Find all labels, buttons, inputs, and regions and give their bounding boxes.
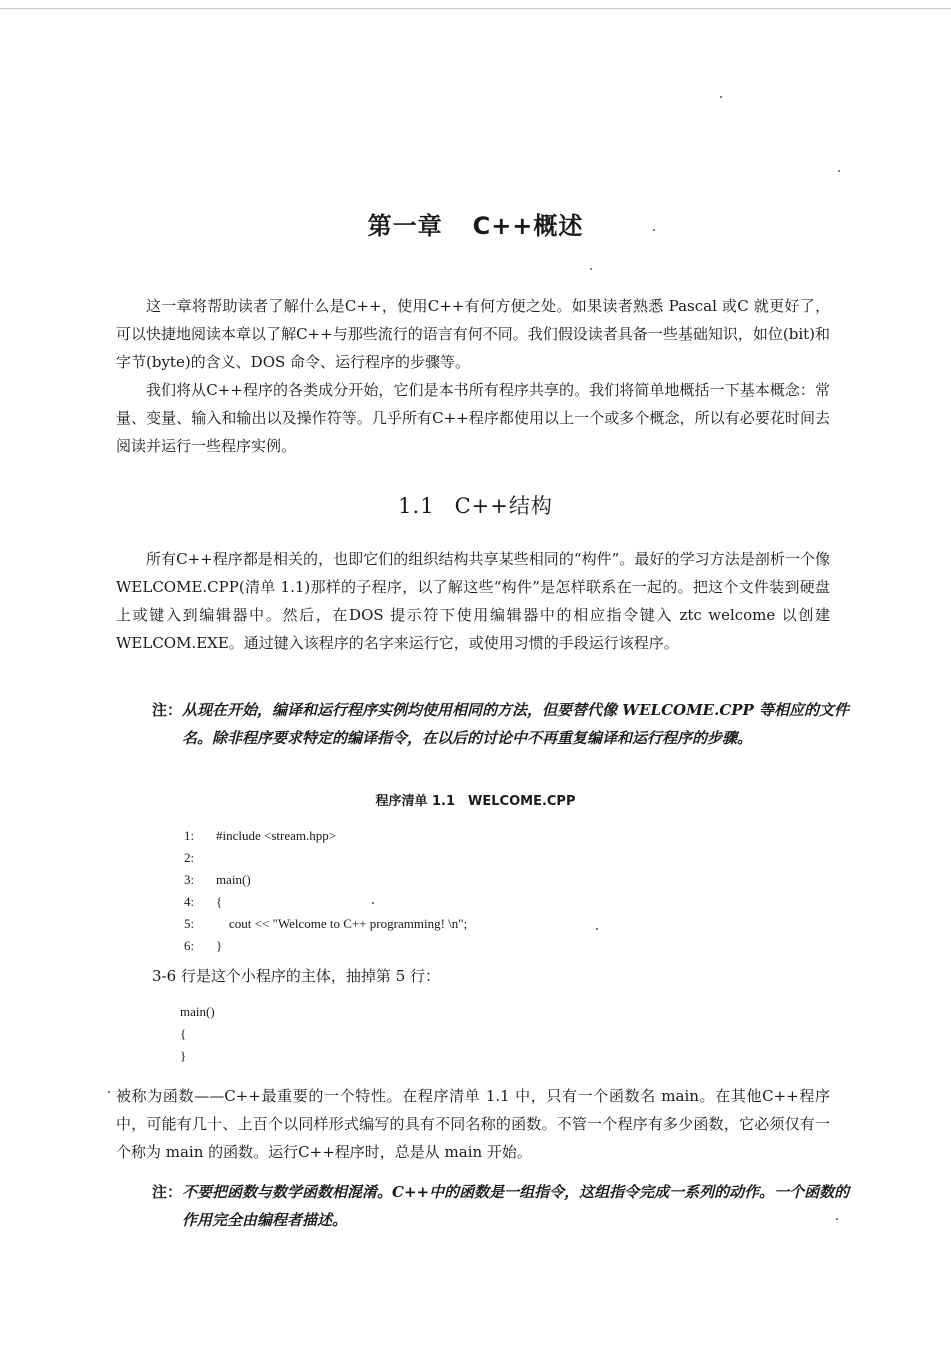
line-code: { <box>216 894 223 909</box>
skeleton-line: } <box>180 1048 187 1063</box>
code-line <box>184 847 467 869</box>
line-number: 3: <box>184 872 195 887</box>
code-line <box>184 913 467 935</box>
scan-speck <box>108 1091 110 1093</box>
chapter-number: 第一章 <box>367 212 443 240</box>
scan-speck <box>720 96 722 98</box>
note-2 <box>152 1178 858 1234</box>
body-paragraph-1: 所有C++程序都是相关的，也即它们的组织结构共享某些相同的“构件”。最好的学习方法是剖析一个像 WELCOME.CPP(清单 1.1)那样的子程序，以了解这些“构件”是怎样联系在一起的。把这个文件装到硬盘上或键入到编辑器中。然后，在DOS 提示符下使用编辑器中的相应指令键入 ztc welcome 以创建 WELCOM.EXE。通过键入该程序的名字来运行它，或使用习惯的手段运行该程序。 <box>116 550 830 652</box>
line-code: #include <stream.hpp> <box>216 828 337 843</box>
code-line <box>184 935 467 957</box>
listing-title: 程序清单 1.1 WELCOME.CPP <box>375 794 576 809</box>
body-paragraph-2: 被称为函数——C++最重要的一个特性。在程序清单 1.1 中，只有一个函数名 main。在其他C++程序中，可能有几十、上百个以同样形式编写的具有不同名称的函数。不管一个程序有多少函数，它必须仅有一个称为 main 的函数。运行C++程序时，总是从 main 开始。 <box>116 1087 830 1161</box>
line-number: 2: <box>184 850 195 865</box>
line-number: 1: <box>184 828 195 843</box>
scan-speck <box>372 902 374 904</box>
code-line <box>184 825 467 847</box>
code-listing <box>184 825 467 957</box>
line-number: 6: <box>184 938 195 953</box>
code-line <box>184 891 467 913</box>
intro-paragraph-1: 这一章将帮助读者了解什么是C++，使用C++有何方便之处。如果读者熟悉 Pascal 或C 就更好了，可以快捷地阅读本章以了解C++与那些流行的语言有何不同。我们假设读者具备一些基础知识，如位(bit)和字节(byte)的含义、DOS 命令、运行程序的步骤等。 <box>116 297 830 371</box>
scan-speck <box>653 229 655 231</box>
skeleton-line: main() <box>180 1004 215 1019</box>
note-1 <box>152 696 858 752</box>
line-number: 4: <box>184 894 195 909</box>
line-code: cout << "Welcome to C++ programming! \n"; <box>216 916 468 931</box>
section-number: 1.1 <box>398 494 435 518</box>
statement-line: 3-6 行是这个小程序的主体，抽掉第 5 行： <box>152 967 441 985</box>
line-code: main() <box>216 872 251 887</box>
code-line <box>184 869 467 891</box>
chapter-title <box>0 206 951 241</box>
line-code: } <box>216 938 223 953</box>
top-rule <box>0 8 951 9</box>
scan-speck <box>838 170 840 172</box>
chapter-name: C++概述 <box>472 212 584 240</box>
intro-paragraph-2: 我们将从C++程序的各类成分开始，它们是本书所有程序共享的。我们将简单地概括一下基本概念：常量、变量、输入和输出以及操作符等。几乎所有C++程序都使用以上一个或多个概念，所以有必要花时间去阅读并运行一些程序实例。 <box>116 381 830 455</box>
section-name: C++结构 <box>454 494 553 518</box>
scan-speck <box>596 928 598 930</box>
line-number: 5: <box>184 916 195 931</box>
note-label: 注： <box>152 1183 183 1201</box>
note-text: 从现在开始，编译和运行程序实例均使用相同的方法，但要替代像 WELCOME.CPP 等相应的文件名。除非程序要求特定的编译指令，在以后的讨论中不再重复编译和运行程序的步骤。 <box>182 701 850 747</box>
scan-speck <box>590 268 592 270</box>
skeleton-code <box>180 1001 215 1067</box>
skeleton-line: { <box>180 1026 187 1041</box>
note-label: 注： <box>152 701 183 719</box>
scan-speck <box>836 1218 838 1220</box>
section-heading <box>0 490 951 520</box>
note-text: 不要把函数与数学函数相混淆。C++中的函数是一组指令，这组指令完成一系列的动作。一个函数的作用完全由编程者描述。 <box>182 1183 850 1229</box>
